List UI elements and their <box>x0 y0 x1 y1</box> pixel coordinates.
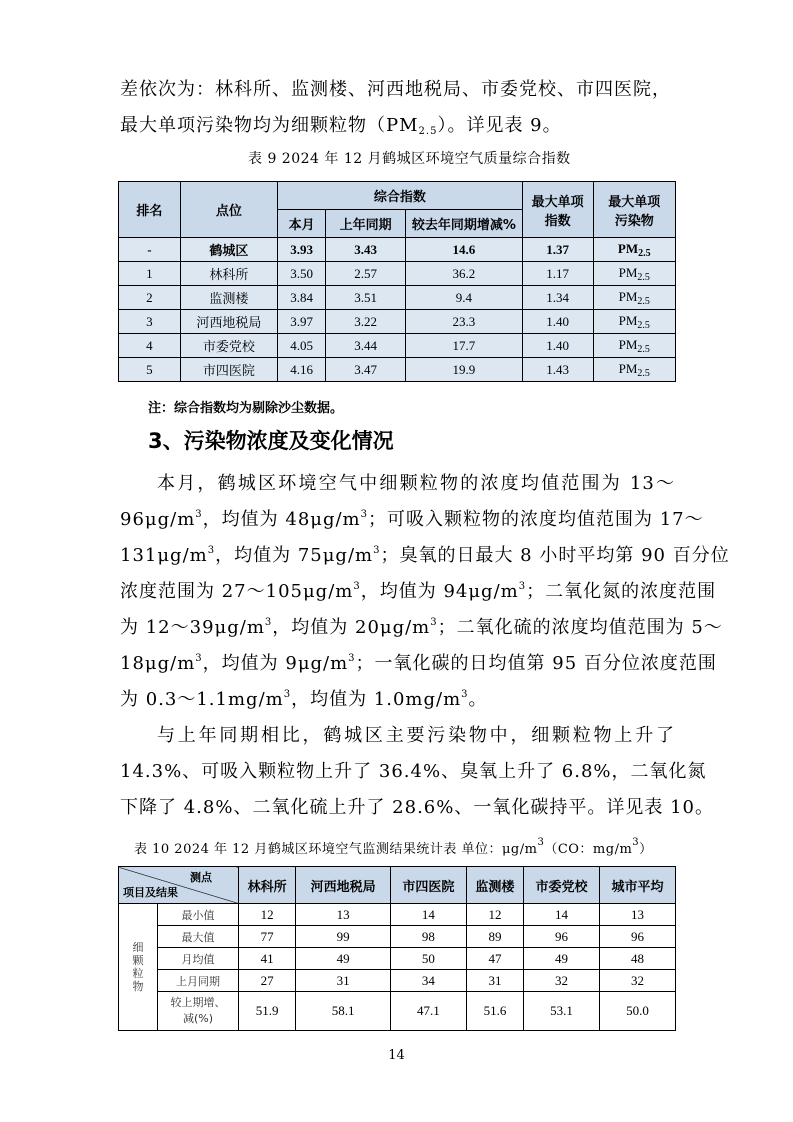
text-run: 。 <box>468 689 488 710</box>
cell-change: 23.3 <box>405 310 522 334</box>
superscript: 3 <box>195 653 203 664</box>
cell-site: 市委党校 <box>180 334 277 358</box>
header-this-month: 本月 <box>277 210 325 238</box>
pollutant-name: PM <box>618 360 638 376</box>
text-run: ；一氧化碳的日均值第 95 百分位浓度范围 <box>355 653 717 674</box>
text-run: 96μg/m <box>120 509 196 530</box>
cell-rank: 2 <box>119 286 181 310</box>
corner-top-label: 测点 <box>190 871 212 884</box>
row-label-text: 月均值 <box>181 952 215 966</box>
paragraph-line <box>120 502 704 538</box>
table-cell: 53.1 <box>524 992 600 1031</box>
header-max-index: 最大单项指数 <box>522 182 593 238</box>
cell-change: 19.9 <box>405 358 522 382</box>
table-cell: 12 <box>466 904 523 926</box>
superscript: 3 <box>207 545 216 556</box>
pollutant-subscript: 2.5 <box>637 367 650 379</box>
cell-change: 14.6 <box>405 238 522 262</box>
table-row <box>119 286 676 310</box>
pollutant-subscript: 2.5 <box>637 295 650 307</box>
pollutant-name: PM <box>618 336 638 352</box>
table-row <box>119 948 676 970</box>
pollutant-name: PM <box>618 312 638 328</box>
table-cell: 27 <box>239 970 296 992</box>
row-label-text: 最大值 <box>181 930 215 944</box>
cell-rank: 4 <box>119 334 181 358</box>
cell-max-index: 1.37 <box>522 238 593 262</box>
table-cell: 32 <box>524 970 600 992</box>
cell-last-year: 3.22 <box>326 310 406 334</box>
table-cell: 48 <box>600 948 676 970</box>
cell-max-index: 1.40 <box>522 310 593 334</box>
table-cell: 34 <box>390 970 466 992</box>
row-label <box>158 926 239 948</box>
text-run: ，均值为 20μg/m <box>272 617 431 638</box>
group-label-text: 细颗粒物 <box>132 941 144 993</box>
header-composite: 综合指数 <box>277 182 522 210</box>
table-cell: 32 <box>600 970 676 992</box>
pollutant-subscript: 2.5 <box>638 247 651 259</box>
column-header: 市委党校 <box>524 867 600 904</box>
table-cell: 47 <box>466 948 523 970</box>
table-row <box>119 334 676 358</box>
table-cell: 49 <box>296 948 391 970</box>
table-cell: 98 <box>390 926 466 948</box>
cell-pollutant <box>593 310 675 334</box>
cell-last-year: 3.51 <box>326 286 406 310</box>
row-label-text: 最小值 <box>181 908 215 922</box>
table-cell: 31 <box>296 970 391 992</box>
cell-change: 36.2 <box>405 262 522 286</box>
superscript: 3 <box>195 509 203 520</box>
cell-rank: 5 <box>119 358 181 382</box>
table-row <box>119 358 676 382</box>
text-run: ；可吸入颗粒物的浓度均值范围为 17～ <box>368 509 704 530</box>
text-run: ，均值为 48μg/m <box>202 509 361 530</box>
header-change: 较去年同期增减% <box>405 210 522 238</box>
column-header: 监测楼 <box>466 867 523 904</box>
text-run: 18μg/m <box>120 653 196 674</box>
table-row <box>119 904 676 926</box>
table-cell: 77 <box>239 926 296 948</box>
pollutant-subscript: 2.5 <box>637 343 650 355</box>
cell-this-month: 4.05 <box>277 334 325 358</box>
text-run: ；臭氧的日最大 8 小时平均第 90 百分位 <box>380 545 730 566</box>
cell-change: 17.7 <box>405 334 522 358</box>
superscript: 3 <box>461 689 469 700</box>
table-row <box>119 262 676 286</box>
cell-site: 监测楼 <box>180 286 277 310</box>
superscript: 3 <box>348 653 356 664</box>
paragraph-line <box>120 574 717 610</box>
cell-pollutant <box>593 358 675 382</box>
row-label <box>158 948 239 970</box>
row-label-text: 上月同期 <box>176 974 220 988</box>
cell-max-index: 1.43 <box>522 358 593 382</box>
paragraph-line <box>120 466 675 502</box>
table-cell: 96 <box>524 926 600 948</box>
column-header: 林科所 <box>239 867 296 904</box>
paragraph-line: 下降了 4.8%、二氧化硫上升了 28.6%、一氧化碳持平。详见表 10。 <box>120 797 714 818</box>
table-row <box>119 970 676 992</box>
table-row <box>119 310 676 334</box>
text-run: ；二氧化氮的浓度范围 <box>526 581 717 602</box>
table-row <box>119 992 676 1031</box>
cell-pollutant <box>593 262 675 286</box>
table-cell: 31 <box>466 970 523 992</box>
cell-this-month: 3.93 <box>277 238 325 262</box>
table-cell: 41 <box>239 948 296 970</box>
cell-site: 市四医院 <box>180 358 277 382</box>
superscript: 3 <box>283 689 292 700</box>
group-label <box>119 904 158 1031</box>
column-header: 市四医院 <box>390 867 466 904</box>
pollutant-name: PM <box>618 288 638 304</box>
paragraph-line <box>120 610 723 646</box>
superscript: 3 <box>264 617 273 628</box>
cell-max-index: 1.34 <box>522 286 593 310</box>
text-run: 为 0.3～1.1mg/m <box>120 689 284 710</box>
pollutant-name: PM <box>617 240 639 256</box>
table-cell: 13 <box>296 904 391 926</box>
cell-this-month: 4.16 <box>277 358 325 382</box>
cell-change: 9.4 <box>405 286 522 310</box>
cell-max-index: 1.17 <box>522 262 593 286</box>
row-label-text: 较上期增、减(%) <box>170 996 226 1025</box>
pollutant-subscript: 2.5 <box>637 271 650 283</box>
cell-this-month: 3.50 <box>277 262 325 286</box>
cell-site: 鹤城区 <box>180 238 277 262</box>
cell-site: 林科所 <box>180 262 277 286</box>
table-cell: 96 <box>600 926 676 948</box>
cell-last-year: 3.44 <box>326 334 406 358</box>
paragraph-line <box>120 682 675 718</box>
paragraph-line <box>120 538 730 574</box>
cell-site: 河西地税局 <box>180 310 277 334</box>
cell-rank: 3 <box>119 310 181 334</box>
row-label <box>158 970 239 992</box>
cell-this-month: 3.84 <box>277 286 325 310</box>
table9-note: 注：综合指数均为剔除沙尘数据。 <box>148 401 344 416</box>
cell-last-year: 2.57 <box>326 262 406 286</box>
pollutant-name: PM <box>618 264 638 280</box>
table-cell: 14 <box>524 904 600 926</box>
paragraph-line <box>120 646 717 682</box>
table10-caption: 表 10 2024 年 12 月鹤城区环境空气监测结果统计表 单位：$\mu g/m^3(CO$：$mg/m^3$） <box>134 837 653 857</box>
table-cell: 47.1 <box>390 992 466 1031</box>
table-cell: 12 <box>239 904 296 926</box>
intro-line-1: 差依次为：林科所、监测楼、河西地税局、市委党校、市四医院， <box>120 79 671 100</box>
column-header: 城市平均 <box>600 867 676 904</box>
cell-last-year: 3.47 <box>326 358 406 382</box>
superscript: 3 <box>373 545 381 556</box>
comparison-paragraph <box>120 718 714 826</box>
table-cell: 99 <box>296 926 391 948</box>
table-row <box>119 238 676 262</box>
cell-rank: 1 <box>119 262 181 286</box>
text-run: ，均值为 1.0mg/m <box>291 689 462 710</box>
row-label <box>158 904 239 926</box>
table-cell: 50.0 <box>600 992 676 1031</box>
table-cell: 13 <box>600 904 676 926</box>
superscript: 3 <box>353 581 361 592</box>
table-cell: 51.6 <box>466 992 523 1031</box>
table-cell: 49 <box>524 948 600 970</box>
header-rank: 排名 <box>119 182 181 238</box>
cell-pollutant <box>593 334 675 358</box>
text-run: 浓度范围为 27～105μg/m <box>120 581 354 602</box>
text-run: 为 12～39μg/m <box>120 617 265 638</box>
table9 <box>118 181 676 382</box>
concentration-paragraph <box>120 466 730 718</box>
section-heading: 3、污染物浓度及变化情况 <box>148 429 394 453</box>
text-run: 本月，鹤城区环境空气中细颗粒物的浓度均值范围为 13～ <box>157 473 675 494</box>
corner-bottom-label: 项目及结果 <box>123 886 178 899</box>
table-row <box>119 926 676 948</box>
intro-line-2: 最大单项污染物均为细颗粒物$(PM_{2.5})$。详见表 9。 <box>120 115 562 137</box>
cell-this-month: 3.97 <box>277 310 325 334</box>
header-site: 点位 <box>180 182 277 238</box>
cell-pollutant <box>593 286 675 310</box>
text-run: ，均值为 9μg/m <box>202 653 349 674</box>
table10-corner-cell <box>119 867 239 904</box>
table9-caption: 表 9 2024 年 12 月鹤城区环境空气质量综合指数 <box>248 151 571 167</box>
text-run: ，均值为 75μg/m <box>215 545 374 566</box>
text-run: 131μg/m <box>120 545 208 566</box>
table-cell: 50 <box>390 948 466 970</box>
table-cell: 51.9 <box>239 992 296 1031</box>
text-run: ；二氧化硫的浓度均值范围为 5～ <box>437 617 723 638</box>
cell-rank: - <box>119 238 181 262</box>
superscript: 3 <box>360 509 368 520</box>
column-header: 河西地税局 <box>296 867 391 904</box>
paragraph-line: 14.3%、可吸入颗粒物上升了 36.4%、臭氧上升了 6.8%，二氧化氮 <box>120 761 707 782</box>
table-cell: 89 <box>466 926 523 948</box>
table-cell: 14 <box>390 904 466 926</box>
intro-paragraph <box>120 72 675 144</box>
header-max-pollutant: 最大单项污染物 <box>593 182 675 238</box>
paragraph-line: 与上年同期相比，鹤城区主要污染物中，细颗粒物上升了 <box>157 725 675 746</box>
page-number: 14 <box>388 1048 405 1063</box>
table10 <box>118 866 676 1031</box>
header-last-year: 上年同期 <box>326 210 406 238</box>
superscript: 3 <box>430 617 438 628</box>
cell-last-year: 3.43 <box>326 238 406 262</box>
cell-pollutant <box>593 238 675 262</box>
table-cell: 58.1 <box>296 992 391 1031</box>
superscript: 3 <box>518 581 527 592</box>
cell-max-index: 1.40 <box>522 334 593 358</box>
text-run: ，均值为 94μg/m <box>360 581 519 602</box>
row-label <box>158 992 239 1031</box>
pollutant-subscript: 2.5 <box>637 319 650 331</box>
